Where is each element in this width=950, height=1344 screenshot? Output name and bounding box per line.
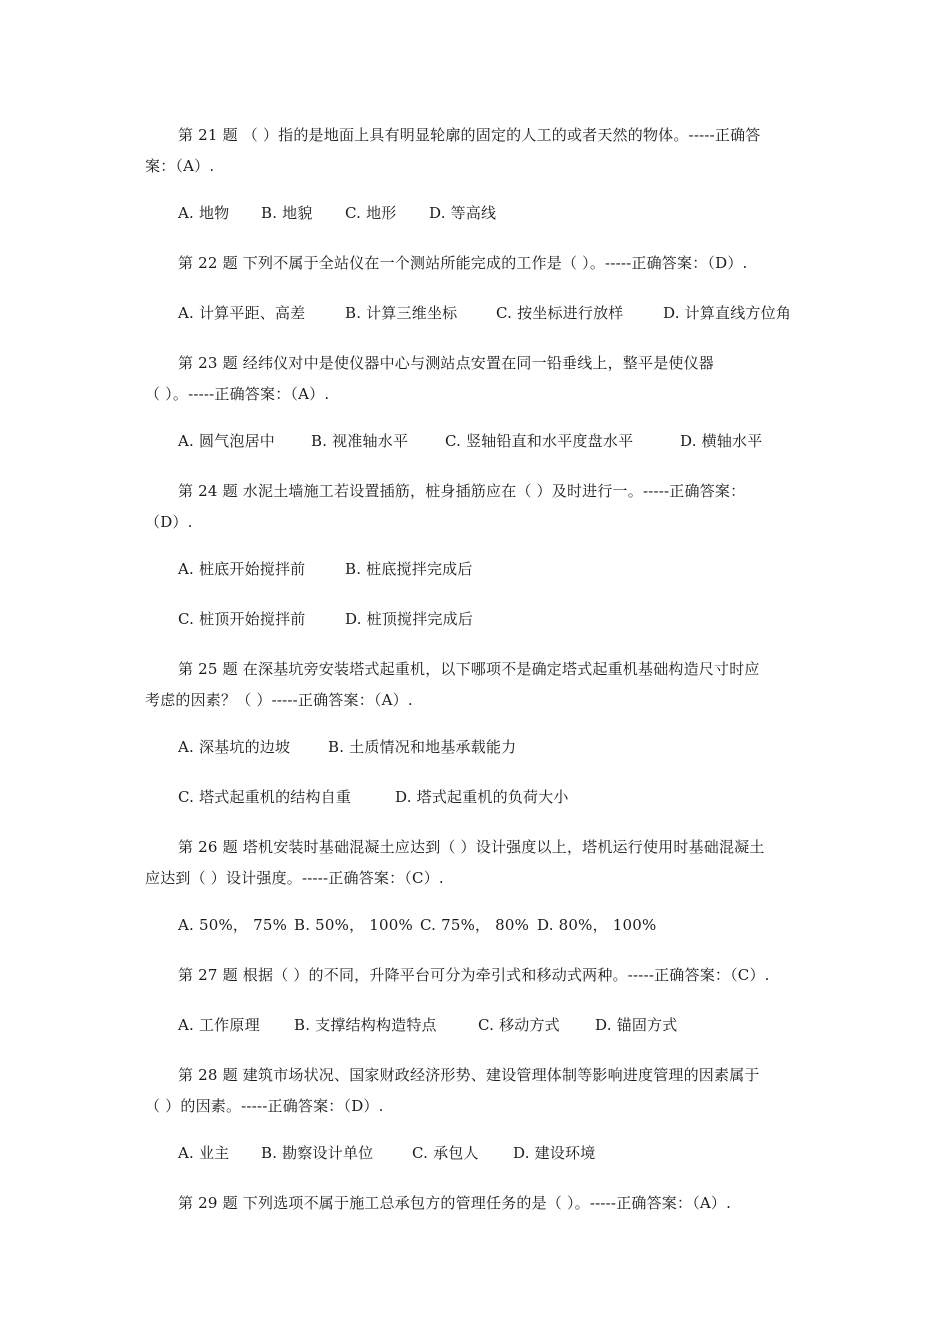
question-text: 第 27 题 根据（ ）的不同，升降平台可分为牵引式和移动式两种。-----正确答案：（C）. bbox=[178, 966, 770, 984]
question-text-continued: 案：（A）. bbox=[145, 157, 215, 175]
option-b: B. 地貌 bbox=[261, 204, 313, 222]
option-c: C. 移动方式 bbox=[478, 1016, 560, 1034]
question-text: 第 24 题 水泥土墙施工若设置插筋，桩身插筋应在（ ）及时进行一。-----正确答案： bbox=[178, 482, 746, 500]
question-text: 第 22 题 下列不属于全站仪在一个测站所能完成的工作是（ ）。-----正确答案：（D）. bbox=[178, 254, 748, 272]
question-28 bbox=[145, 1060, 810, 1122]
option-b: B. 桩底搅拌完成后 bbox=[345, 560, 473, 578]
question-22 bbox=[145, 248, 810, 279]
question-text-continued: 应达到（ ）设计强度。-----正确答案：（C）. bbox=[145, 869, 444, 887]
options-26 bbox=[145, 910, 843, 941]
option-a: A. 深基坑的边坡 bbox=[178, 738, 291, 756]
options-27 bbox=[145, 1010, 843, 1041]
question-23 bbox=[145, 348, 810, 410]
options-25-row-2 bbox=[145, 782, 843, 813]
option-c: C. 塔式起重机的结构自重 bbox=[178, 788, 352, 806]
options-24-row-2 bbox=[145, 604, 843, 635]
question-text-continued: （ ）的因素。-----正确答案：（D）. bbox=[145, 1097, 384, 1115]
option-c: C. 按坐标进行放样 bbox=[496, 304, 624, 322]
option-c: C. 75%， 80% bbox=[420, 916, 530, 934]
option-d: D. 建设环境 bbox=[513, 1144, 596, 1162]
option-d: D. 塔式起重机的负荷大小 bbox=[395, 788, 569, 806]
question-text-continued: （D）. bbox=[145, 513, 193, 531]
option-d: D. 计算直线方位角 bbox=[663, 304, 792, 322]
options-21 bbox=[145, 198, 843, 229]
option-b: B. 支撑结构构造特点 bbox=[294, 1016, 437, 1034]
question-text: 第 26 题 塔机安装时基础混凝土应达到（ ）设计强度以上，塔机运行使用时基础混凝土 bbox=[178, 838, 765, 856]
option-b: B. 勘察设计单位 bbox=[261, 1144, 374, 1162]
option-d: D. 80%， 100% bbox=[537, 916, 657, 934]
question-text: 第 29 题 下列选项不属于施工总承包方的管理任务的是（ ）。-----正确答案：（A）. bbox=[178, 1194, 732, 1212]
option-a: A. 计算平距、高差 bbox=[178, 304, 306, 322]
option-d: D. 等高线 bbox=[429, 204, 497, 222]
option-d: D. 锚固方式 bbox=[595, 1016, 678, 1034]
option-a: A. 桩底开始搅拌前 bbox=[178, 560, 306, 578]
question-24 bbox=[145, 476, 810, 538]
option-a: A. 业主 bbox=[178, 1144, 230, 1162]
option-a: A. 圆气泡居中 bbox=[178, 432, 275, 450]
question-text: 第 28 题 建筑市场状况、国家财政经济形势、建设管理体制等影响进度管理的因素属于 bbox=[178, 1066, 760, 1084]
options-23 bbox=[145, 426, 843, 457]
option-c: C. 承包人 bbox=[412, 1144, 479, 1162]
option-d: D. 横轴水平 bbox=[680, 432, 763, 450]
option-c: C. 竖轴铅直和水平度盘水平 bbox=[445, 432, 634, 450]
question-text-continued: 考虑的因素？（ ）-----正确答案：（A）. bbox=[145, 691, 413, 709]
option-a: A. 50%， 75% bbox=[178, 916, 288, 934]
option-a: A. 地物 bbox=[178, 204, 230, 222]
option-c: C. 桩顶开始搅拌前 bbox=[178, 610, 306, 628]
question-text: 第 23 题 经纬仪对中是使仪器中心与测站点安置在同一铅垂线上，整平是使仪器 bbox=[178, 354, 714, 372]
question-text-continued: （ ）。-----正确答案：（A）. bbox=[145, 385, 330, 403]
options-25-row-1 bbox=[145, 732, 843, 763]
question-21 bbox=[145, 120, 810, 182]
question-27 bbox=[145, 960, 810, 991]
question-25 bbox=[145, 654, 810, 716]
option-b: B. 50%， 100% bbox=[294, 916, 413, 934]
option-c: C. 地形 bbox=[345, 204, 397, 222]
options-24-row-1 bbox=[145, 554, 843, 585]
question-text: 第 25 题 在深基坑旁安装塔式起重机，以下哪项不是确定塔式起重机基础构造尺寸时应 bbox=[178, 660, 760, 678]
options-22 bbox=[145, 298, 843, 329]
option-b: B. 土质情况和地基承载能力 bbox=[328, 738, 517, 756]
option-d: D. 桩顶搅拌完成后 bbox=[345, 610, 474, 628]
question-29 bbox=[145, 1188, 810, 1219]
option-b: B. 计算三维坐标 bbox=[345, 304, 458, 322]
option-a: A. 工作原理 bbox=[178, 1016, 260, 1034]
options-28 bbox=[145, 1138, 843, 1169]
question-26 bbox=[145, 832, 810, 894]
question-text: 第 21 题 （ ）指的是地面上具有明显轮廓的固定的人工的或者天然的物体。-----正确答 bbox=[178, 126, 761, 144]
option-b: B. 视准轴水平 bbox=[311, 432, 409, 450]
